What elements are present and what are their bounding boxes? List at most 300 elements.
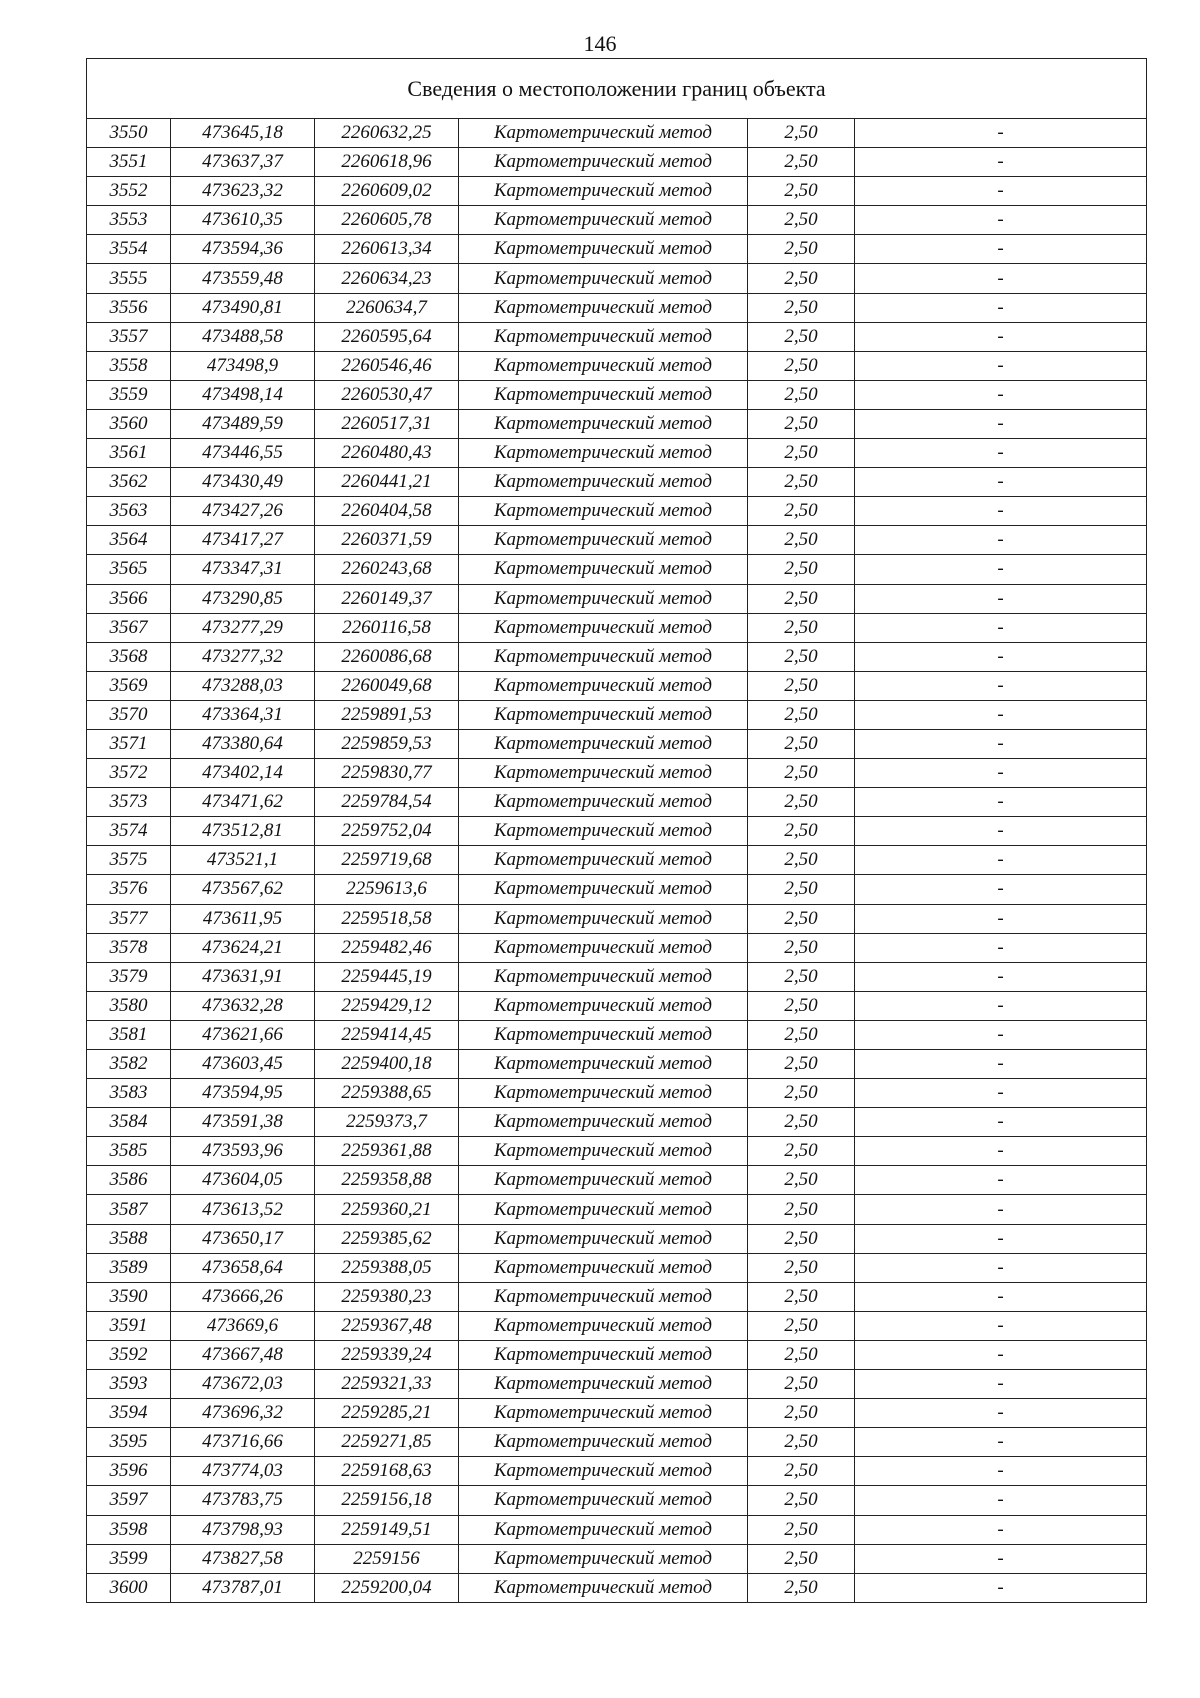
boundary-table-container xyxy=(86,58,1146,1603)
method-cell: Картометрический метод xyxy=(459,1515,748,1544)
table-row xyxy=(87,759,1147,788)
table-row xyxy=(87,788,1147,817)
y-coordinate-cell: 2259859,53 xyxy=(315,729,459,758)
table-row xyxy=(87,497,1147,526)
y-coordinate-cell: 2259168,63 xyxy=(315,1457,459,1486)
point-number-cell: 3577 xyxy=(87,904,171,933)
description-cell: - xyxy=(855,584,1147,613)
x-coordinate-cell: 473594,95 xyxy=(171,1079,315,1108)
description-cell: - xyxy=(855,1166,1147,1195)
x-coordinate-cell: 473521,1 xyxy=(171,846,315,875)
method-cell: Картометрический метод xyxy=(459,1399,748,1428)
table-row xyxy=(87,671,1147,700)
table-row xyxy=(87,1282,1147,1311)
point-number-cell: 3592 xyxy=(87,1340,171,1369)
x-coordinate-cell: 473650,17 xyxy=(171,1224,315,1253)
accuracy-cell: 2,50 xyxy=(748,1282,855,1311)
table-row xyxy=(87,991,1147,1020)
y-coordinate-cell: 2259388,65 xyxy=(315,1079,459,1108)
point-number-cell: 3558 xyxy=(87,351,171,380)
method-cell: Картометрический метод xyxy=(459,1224,748,1253)
accuracy-cell: 2,50 xyxy=(748,1340,855,1369)
point-number-cell: 3594 xyxy=(87,1399,171,1428)
table-row xyxy=(87,351,1147,380)
description-cell: - xyxy=(855,875,1147,904)
x-coordinate-cell: 473621,66 xyxy=(171,1020,315,1049)
table-row xyxy=(87,526,1147,555)
description-cell: - xyxy=(855,148,1147,177)
accuracy-cell: 2,50 xyxy=(748,293,855,322)
x-coordinate-cell: 473613,52 xyxy=(171,1195,315,1224)
description-cell: - xyxy=(855,904,1147,933)
x-coordinate-cell: 473667,48 xyxy=(171,1340,315,1369)
x-coordinate-cell: 473604,05 xyxy=(171,1166,315,1195)
accuracy-cell: 2,50 xyxy=(748,1544,855,1573)
x-coordinate-cell: 473603,45 xyxy=(171,1050,315,1079)
description-cell: - xyxy=(855,497,1147,526)
y-coordinate-cell: 2259358,88 xyxy=(315,1166,459,1195)
accuracy-cell: 2,50 xyxy=(748,322,855,351)
method-cell: Картометрический метод xyxy=(459,439,748,468)
x-coordinate-cell: 473672,03 xyxy=(171,1370,315,1399)
table-row xyxy=(87,1399,1147,1428)
accuracy-cell: 2,50 xyxy=(748,1079,855,1108)
point-number-cell: 3560 xyxy=(87,409,171,438)
table-row xyxy=(87,1515,1147,1544)
point-number-cell: 3580 xyxy=(87,991,171,1020)
x-coordinate-cell: 473364,31 xyxy=(171,700,315,729)
description-cell: - xyxy=(855,1573,1147,1602)
method-cell: Картометрический метод xyxy=(459,1486,748,1515)
accuracy-cell: 2,50 xyxy=(748,729,855,758)
x-coordinate-cell: 473402,14 xyxy=(171,759,315,788)
point-number-cell: 3563 xyxy=(87,497,171,526)
x-coordinate-cell: 473798,93 xyxy=(171,1515,315,1544)
y-coordinate-cell: 2259414,45 xyxy=(315,1020,459,1049)
y-coordinate-cell: 2260517,31 xyxy=(315,409,459,438)
description-cell: - xyxy=(855,322,1147,351)
x-coordinate-cell: 473488,58 xyxy=(171,322,315,351)
point-number-cell: 3598 xyxy=(87,1515,171,1544)
method-cell: Картометрический метод xyxy=(459,584,748,613)
point-number-cell: 3555 xyxy=(87,264,171,293)
description-cell: - xyxy=(855,1079,1147,1108)
accuracy-cell: 2,50 xyxy=(748,759,855,788)
accuracy-cell: 2,50 xyxy=(748,206,855,235)
x-coordinate-cell: 473669,6 xyxy=(171,1311,315,1340)
table-row xyxy=(87,817,1147,846)
point-number-cell: 3583 xyxy=(87,1079,171,1108)
table-row xyxy=(87,1573,1147,1602)
table-row xyxy=(87,1370,1147,1399)
method-cell: Картометрический метод xyxy=(459,700,748,729)
y-coordinate-cell: 2259361,88 xyxy=(315,1137,459,1166)
y-coordinate-cell: 2259380,23 xyxy=(315,1282,459,1311)
description-cell: - xyxy=(855,468,1147,497)
x-coordinate-cell: 473774,03 xyxy=(171,1457,315,1486)
table-row xyxy=(87,439,1147,468)
method-cell: Картометрический метод xyxy=(459,1282,748,1311)
point-number-cell: 3587 xyxy=(87,1195,171,1224)
table-title: Сведения о местоположении границ объекта xyxy=(87,59,1147,119)
y-coordinate-cell: 2259156 xyxy=(315,1544,459,1573)
y-coordinate-cell: 2260595,64 xyxy=(315,322,459,351)
accuracy-cell: 2,50 xyxy=(748,1515,855,1544)
point-number-cell: 3553 xyxy=(87,206,171,235)
y-coordinate-cell: 2260049,68 xyxy=(315,671,459,700)
table-row xyxy=(87,1108,1147,1137)
method-cell: Картометрический метод xyxy=(459,468,748,497)
accuracy-cell: 2,50 xyxy=(748,235,855,264)
accuracy-cell: 2,50 xyxy=(748,1311,855,1340)
y-coordinate-cell: 2260618,96 xyxy=(315,148,459,177)
accuracy-cell: 2,50 xyxy=(748,962,855,991)
y-coordinate-cell: 2260613,34 xyxy=(315,235,459,264)
table-row xyxy=(87,555,1147,584)
description-cell: - xyxy=(855,293,1147,322)
method-cell: Картометрический метод xyxy=(459,1020,748,1049)
table-row xyxy=(87,1079,1147,1108)
accuracy-cell: 2,50 xyxy=(748,119,855,148)
description-cell: - xyxy=(855,439,1147,468)
y-coordinate-cell: 2260480,43 xyxy=(315,439,459,468)
table-row xyxy=(87,293,1147,322)
accuracy-cell: 2,50 xyxy=(748,875,855,904)
description-cell: - xyxy=(855,1544,1147,1573)
x-coordinate-cell: 473559,48 xyxy=(171,264,315,293)
point-number-cell: 3585 xyxy=(87,1137,171,1166)
point-number-cell: 3570 xyxy=(87,700,171,729)
accuracy-cell: 2,50 xyxy=(748,1253,855,1282)
table-row xyxy=(87,322,1147,351)
y-coordinate-cell: 2259339,24 xyxy=(315,1340,459,1369)
point-number-cell: 3582 xyxy=(87,1050,171,1079)
y-coordinate-cell: 2259285,21 xyxy=(315,1399,459,1428)
y-coordinate-cell: 2259367,48 xyxy=(315,1311,459,1340)
point-number-cell: 3552 xyxy=(87,177,171,206)
method-cell: Картометрический метод xyxy=(459,177,748,206)
point-number-cell: 3556 xyxy=(87,293,171,322)
table-row xyxy=(87,235,1147,264)
accuracy-cell: 2,50 xyxy=(748,642,855,671)
x-coordinate-cell: 473347,31 xyxy=(171,555,315,584)
description-cell: - xyxy=(855,264,1147,293)
table-title-row xyxy=(87,59,1147,119)
description-cell: - xyxy=(855,119,1147,148)
table-row xyxy=(87,468,1147,497)
table-row xyxy=(87,1137,1147,1166)
y-coordinate-cell: 2259613,6 xyxy=(315,875,459,904)
x-coordinate-cell: 473637,37 xyxy=(171,148,315,177)
method-cell: Картометрический метод xyxy=(459,526,748,555)
x-coordinate-cell: 473666,26 xyxy=(171,1282,315,1311)
point-number-cell: 3572 xyxy=(87,759,171,788)
accuracy-cell: 2,50 xyxy=(748,1166,855,1195)
method-cell: Картометрический метод xyxy=(459,1370,748,1399)
table-row xyxy=(87,846,1147,875)
method-cell: Картометрический метод xyxy=(459,1428,748,1457)
description-cell: - xyxy=(855,555,1147,584)
x-coordinate-cell: 473446,55 xyxy=(171,439,315,468)
method-cell: Картометрический метод xyxy=(459,1166,748,1195)
accuracy-cell: 2,50 xyxy=(748,1137,855,1166)
table-row xyxy=(87,613,1147,642)
table-row xyxy=(87,700,1147,729)
method-cell: Картометрический метод xyxy=(459,671,748,700)
accuracy-cell: 2,50 xyxy=(748,846,855,875)
point-number-cell: 3600 xyxy=(87,1573,171,1602)
table-row xyxy=(87,904,1147,933)
table-row xyxy=(87,962,1147,991)
accuracy-cell: 2,50 xyxy=(748,1020,855,1049)
point-number-cell: 3565 xyxy=(87,555,171,584)
method-cell: Картометрический метод xyxy=(459,1079,748,1108)
x-coordinate-cell: 473489,59 xyxy=(171,409,315,438)
description-cell: - xyxy=(855,1515,1147,1544)
point-number-cell: 3581 xyxy=(87,1020,171,1049)
y-coordinate-cell: 2260634,7 xyxy=(315,293,459,322)
x-coordinate-cell: 473624,21 xyxy=(171,933,315,962)
x-coordinate-cell: 473827,58 xyxy=(171,1544,315,1573)
y-coordinate-cell: 2259830,77 xyxy=(315,759,459,788)
accuracy-cell: 2,50 xyxy=(748,439,855,468)
method-cell: Картометрический метод xyxy=(459,875,748,904)
description-cell: - xyxy=(855,613,1147,642)
y-coordinate-cell: 2260116,58 xyxy=(315,613,459,642)
y-coordinate-cell: 2260086,68 xyxy=(315,642,459,671)
y-coordinate-cell: 2259752,04 xyxy=(315,817,459,846)
point-number-cell: 3597 xyxy=(87,1486,171,1515)
method-cell: Картометрический метод xyxy=(459,1253,748,1282)
description-cell: - xyxy=(855,729,1147,758)
x-coordinate-cell: 473787,01 xyxy=(171,1573,315,1602)
description-cell: - xyxy=(855,1311,1147,1340)
table-row xyxy=(87,380,1147,409)
accuracy-cell: 2,50 xyxy=(748,497,855,526)
table-row xyxy=(87,1050,1147,1079)
method-cell: Картометрический метод xyxy=(459,1137,748,1166)
description-cell: - xyxy=(855,1457,1147,1486)
description-cell: - xyxy=(855,409,1147,438)
y-coordinate-cell: 2259156,18 xyxy=(315,1486,459,1515)
x-coordinate-cell: 473567,62 xyxy=(171,875,315,904)
description-cell: - xyxy=(855,1137,1147,1166)
description-cell: - xyxy=(855,1224,1147,1253)
x-coordinate-cell: 473783,75 xyxy=(171,1486,315,1515)
x-coordinate-cell: 473430,49 xyxy=(171,468,315,497)
method-cell: Картометрический метод xyxy=(459,235,748,264)
method-cell: Картометрический метод xyxy=(459,555,748,584)
description-cell: - xyxy=(855,1486,1147,1515)
x-coordinate-cell: 473490,81 xyxy=(171,293,315,322)
accuracy-cell: 2,50 xyxy=(748,1050,855,1079)
method-cell: Картометрический метод xyxy=(459,293,748,322)
point-number-cell: 3562 xyxy=(87,468,171,497)
method-cell: Картометрический метод xyxy=(459,497,748,526)
method-cell: Картометрический метод xyxy=(459,817,748,846)
y-coordinate-cell: 2260371,59 xyxy=(315,526,459,555)
point-number-cell: 3578 xyxy=(87,933,171,962)
table-row xyxy=(87,1020,1147,1049)
method-cell: Картометрический метод xyxy=(459,759,748,788)
table-row xyxy=(87,409,1147,438)
x-coordinate-cell: 473594,36 xyxy=(171,235,315,264)
y-coordinate-cell: 2259360,21 xyxy=(315,1195,459,1224)
method-cell: Картометрический метод xyxy=(459,1457,748,1486)
accuracy-cell: 2,50 xyxy=(748,177,855,206)
accuracy-cell: 2,50 xyxy=(748,148,855,177)
method-cell: Картометрический метод xyxy=(459,1311,748,1340)
table-row xyxy=(87,1457,1147,1486)
accuracy-cell: 2,50 xyxy=(748,380,855,409)
point-number-cell: 3573 xyxy=(87,788,171,817)
description-cell: - xyxy=(855,846,1147,875)
method-cell: Картометрический метод xyxy=(459,846,748,875)
description-cell: - xyxy=(855,1282,1147,1311)
table-row xyxy=(87,119,1147,148)
y-coordinate-cell: 2260605,78 xyxy=(315,206,459,235)
method-cell: Картометрический метод xyxy=(459,613,748,642)
table-row xyxy=(87,1253,1147,1282)
x-coordinate-cell: 473427,26 xyxy=(171,497,315,526)
x-coordinate-cell: 473632,28 xyxy=(171,991,315,1020)
method-cell: Картометрический метод xyxy=(459,933,748,962)
method-cell: Картометрический метод xyxy=(459,119,748,148)
point-number-cell: 3568 xyxy=(87,642,171,671)
x-coordinate-cell: 473290,85 xyxy=(171,584,315,613)
y-coordinate-cell: 2260243,68 xyxy=(315,555,459,584)
accuracy-cell: 2,50 xyxy=(748,1108,855,1137)
point-number-cell: 3576 xyxy=(87,875,171,904)
method-cell: Картометрический метод xyxy=(459,1544,748,1573)
point-number-cell: 3596 xyxy=(87,1457,171,1486)
description-cell: - xyxy=(855,380,1147,409)
y-coordinate-cell: 2260609,02 xyxy=(315,177,459,206)
table-row xyxy=(87,1311,1147,1340)
point-number-cell: 3593 xyxy=(87,1370,171,1399)
point-number-cell: 3557 xyxy=(87,322,171,351)
point-number-cell: 3566 xyxy=(87,584,171,613)
description-cell: - xyxy=(855,1195,1147,1224)
x-coordinate-cell: 473591,38 xyxy=(171,1108,315,1137)
accuracy-cell: 2,50 xyxy=(748,264,855,293)
y-coordinate-cell: 2259149,51 xyxy=(315,1515,459,1544)
point-number-cell: 3574 xyxy=(87,817,171,846)
point-number-cell: 3588 xyxy=(87,1224,171,1253)
y-coordinate-cell: 2259385,62 xyxy=(315,1224,459,1253)
method-cell: Картометрический метод xyxy=(459,148,748,177)
y-coordinate-cell: 2259784,54 xyxy=(315,788,459,817)
point-number-cell: 3559 xyxy=(87,380,171,409)
y-coordinate-cell: 2259429,12 xyxy=(315,991,459,1020)
accuracy-cell: 2,50 xyxy=(748,1573,855,1602)
table-row xyxy=(87,206,1147,235)
description-cell: - xyxy=(855,526,1147,555)
method-cell: Картометрический метод xyxy=(459,1340,748,1369)
y-coordinate-cell: 2259400,18 xyxy=(315,1050,459,1079)
x-coordinate-cell: 473696,32 xyxy=(171,1399,315,1428)
method-cell: Картометрический метод xyxy=(459,1050,748,1079)
table-row xyxy=(87,1486,1147,1515)
table-row xyxy=(87,1195,1147,1224)
x-coordinate-cell: 473512,81 xyxy=(171,817,315,846)
description-cell: - xyxy=(855,991,1147,1020)
method-cell: Картометрический метод xyxy=(459,351,748,380)
point-number-cell: 3590 xyxy=(87,1282,171,1311)
y-coordinate-cell: 2260149,37 xyxy=(315,584,459,613)
accuracy-cell: 2,50 xyxy=(748,555,855,584)
y-coordinate-cell: 2259271,85 xyxy=(315,1428,459,1457)
accuracy-cell: 2,50 xyxy=(748,1486,855,1515)
table-row xyxy=(87,1166,1147,1195)
x-coordinate-cell: 473610,35 xyxy=(171,206,315,235)
y-coordinate-cell: 2259321,33 xyxy=(315,1370,459,1399)
table-row xyxy=(87,642,1147,671)
y-coordinate-cell: 2259719,68 xyxy=(315,846,459,875)
method-cell: Картометрический метод xyxy=(459,788,748,817)
table-row xyxy=(87,1340,1147,1369)
y-coordinate-cell: 2260632,25 xyxy=(315,119,459,148)
point-number-cell: 3575 xyxy=(87,846,171,875)
accuracy-cell: 2,50 xyxy=(748,904,855,933)
point-number-cell: 3567 xyxy=(87,613,171,642)
table-row xyxy=(87,1544,1147,1573)
description-cell: - xyxy=(855,671,1147,700)
accuracy-cell: 2,50 xyxy=(748,788,855,817)
y-coordinate-cell: 2260530,47 xyxy=(315,380,459,409)
accuracy-cell: 2,50 xyxy=(748,671,855,700)
x-coordinate-cell: 473498,9 xyxy=(171,351,315,380)
description-cell: - xyxy=(855,1108,1147,1137)
point-number-cell: 3584 xyxy=(87,1108,171,1137)
y-coordinate-cell: 2260441,21 xyxy=(315,468,459,497)
method-cell: Картометрический метод xyxy=(459,409,748,438)
accuracy-cell: 2,50 xyxy=(748,1399,855,1428)
description-cell: - xyxy=(855,1050,1147,1079)
accuracy-cell: 2,50 xyxy=(748,700,855,729)
description-cell: - xyxy=(855,642,1147,671)
method-cell: Картометрический метод xyxy=(459,1573,748,1602)
y-coordinate-cell: 2260546,46 xyxy=(315,351,459,380)
method-cell: Картометрический метод xyxy=(459,991,748,1020)
x-coordinate-cell: 473716,66 xyxy=(171,1428,315,1457)
x-coordinate-cell: 473277,29 xyxy=(171,613,315,642)
method-cell: Картометрический метод xyxy=(459,642,748,671)
table-row xyxy=(87,148,1147,177)
y-coordinate-cell: 2259518,58 xyxy=(315,904,459,933)
method-cell: Картометрический метод xyxy=(459,322,748,351)
description-cell: - xyxy=(855,759,1147,788)
description-cell: - xyxy=(855,1370,1147,1399)
x-coordinate-cell: 473498,14 xyxy=(171,380,315,409)
point-number-cell: 3579 xyxy=(87,962,171,991)
method-cell: Картометрический метод xyxy=(459,729,748,758)
point-number-cell: 3551 xyxy=(87,148,171,177)
description-cell: - xyxy=(855,933,1147,962)
accuracy-cell: 2,50 xyxy=(748,613,855,642)
point-number-cell: 3561 xyxy=(87,439,171,468)
point-number-cell: 3554 xyxy=(87,235,171,264)
accuracy-cell: 2,50 xyxy=(748,526,855,555)
table-row xyxy=(87,177,1147,206)
x-coordinate-cell: 473471,62 xyxy=(171,788,315,817)
point-number-cell: 3591 xyxy=(87,1311,171,1340)
method-cell: Картометрический метод xyxy=(459,264,748,293)
method-cell: Картометрический метод xyxy=(459,1195,748,1224)
description-cell: - xyxy=(855,817,1147,846)
x-coordinate-cell: 473645,18 xyxy=(171,119,315,148)
description-cell: - xyxy=(855,1253,1147,1282)
